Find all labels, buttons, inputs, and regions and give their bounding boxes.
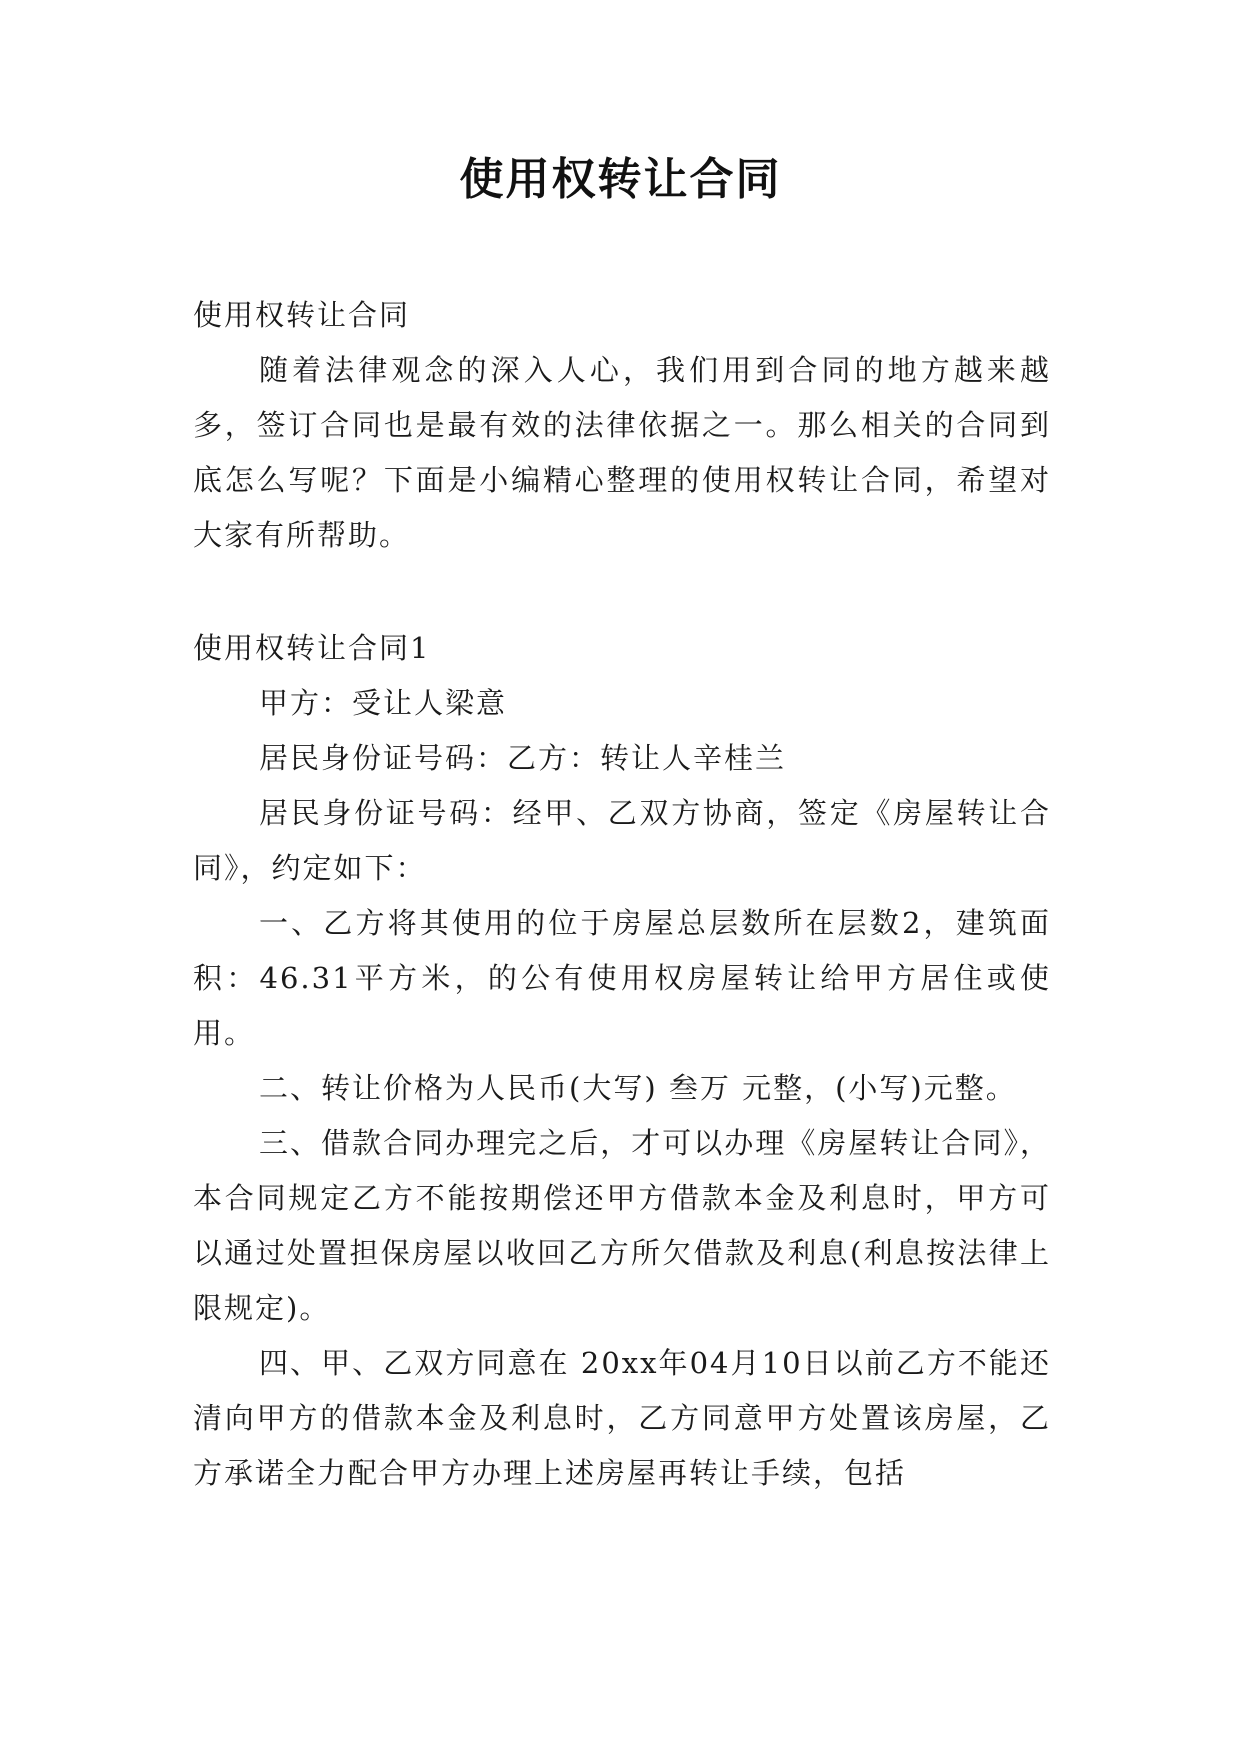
page-title: 使用权转让合同 [459,154,782,205]
paragraph-spacer [193,563,1051,621]
party-a-line: 甲方：受让人梁意 [259,686,508,720]
clause-1: 一、乙方将其使用的位于房屋总层数所在层数2，建筑面积：46.31平方米，的公有使用权房屋转让给甲方居住或使用。 [193,906,1051,1050]
document-body [193,288,1051,1501]
clause-2: 二、转让价格为人民币(大写) 叁万 元整，(小写)元整。 [259,1071,1017,1105]
clause-4: 四、甲、乙双方同意在 20xx年04月10日以前乙方不能还清向甲方的借款本金及利息时，乙方同意甲方处置该房屋，乙方承诺全力配合甲方办理上述房屋再转让手续，包括 [193,1346,1051,1490]
intro-paragraph: 随着法律观念的深入人心，我们用到合同的地方越来越多，签订合同也是最有效的法律依据之一。那么相关的合同到底怎么写呢？下面是小编精心整理的使用权转让合同，希望对大家有所帮助。 [193,353,1051,552]
intro-heading: 使用权转让合同 [193,298,411,332]
clause-3: 三、借款合同办理完之后，才可以办理《房屋转让合同》，本合同规定乙方不能按期偿还甲方借款本金及利息时，甲方可以通过处置担保房屋以收回乙方所欠借款及利息(利息按法律上限规定)。 [193,1126,1051,1325]
section-heading: 使用权转让合同1 [193,631,431,665]
party-a-id-line: 居民身份证号码：乙方：转让人辛桂兰 [259,741,787,775]
party-b-id-line: 居民身份证号码：经甲、乙双方协商，签定《房屋转让合同》，约定如下： [193,796,1051,885]
